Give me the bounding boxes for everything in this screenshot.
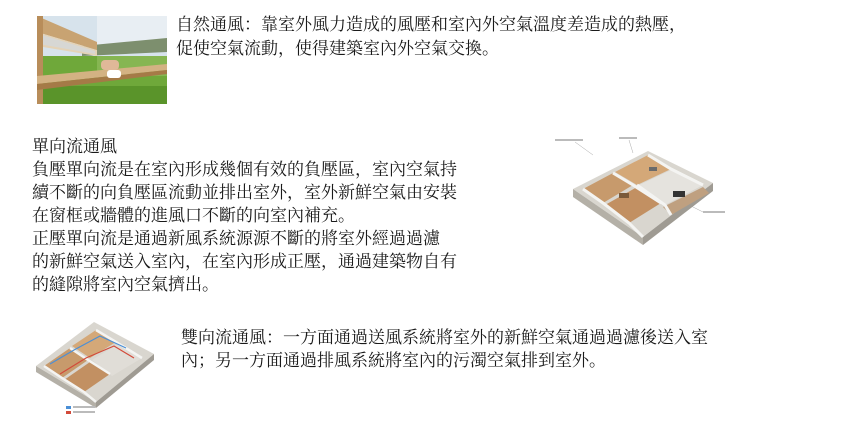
natural-ventilation-line-2: 促使空氣流動，使得建築室內外空氣交換。 xyxy=(176,39,499,59)
window-photo-illustration xyxy=(37,16,167,104)
dual-flow-line-2: 內；另一方面通過排風系統將室內的污濁空氣排到室外。 xyxy=(181,351,606,371)
single-flow-line-5: 的新鮮空氣送入室內，在室內形成正壓，通過建築物自有 xyxy=(32,252,457,272)
single-flow-line-4: 正壓單向流是通過新風系統源源不斷的將室外經過過濾 xyxy=(32,229,440,249)
dual-flow-floorplan-image xyxy=(30,318,158,416)
dual-flow-line-1: 雙向流通風：一方面通過送風系統將室外的新鮮空氣通過過濾後送入室 xyxy=(181,328,708,348)
single-flow-line-6: 的縫隙將室內空氣擠出。 xyxy=(32,275,219,295)
single-flow-line-2: 續不斷的向負壓區流動並排出室外，室外新鮮空氣由安裝 xyxy=(32,183,457,203)
window-photo xyxy=(37,16,167,104)
floorplan-illustration xyxy=(553,133,735,257)
single-flow-line-3: 在窗框或牆體的進風口不斷的向室內補充。 xyxy=(32,206,355,226)
single-flow-floorplan-image xyxy=(553,133,735,257)
dual-flow-illustration xyxy=(30,318,158,416)
single-flow-line-1: 負壓單向流是在室內形成幾個有效的負壓區，室內空氣持 xyxy=(32,160,457,180)
single-flow-heading: 單向流通風 xyxy=(32,137,117,157)
natural-ventilation-line-1: 自然通風：靠室外風力造成的風壓和室內外空氣溫度差造成的熱壓， xyxy=(176,15,686,35)
